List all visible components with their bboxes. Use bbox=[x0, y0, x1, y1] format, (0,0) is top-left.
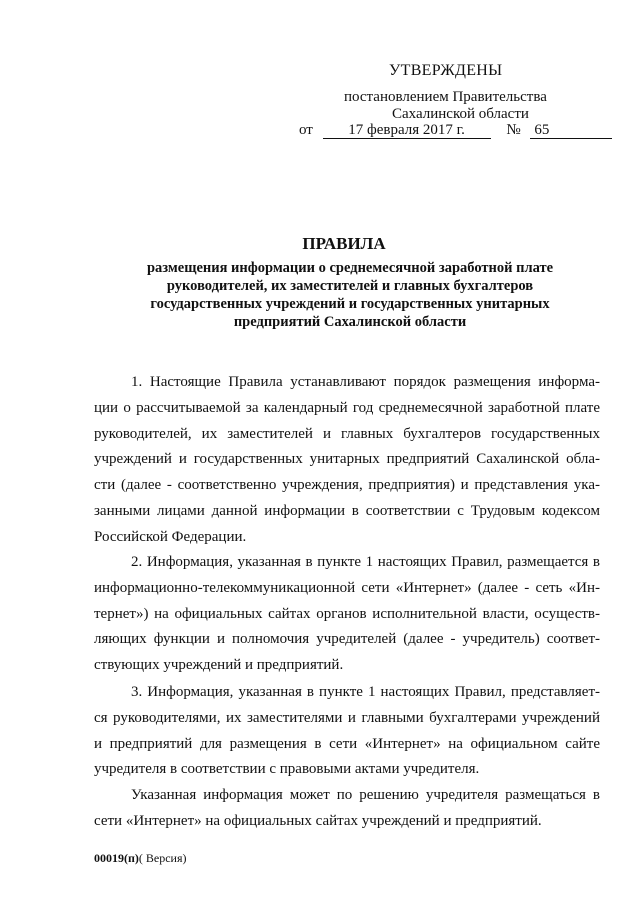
subtitle-line: государственных учреждений и государственных унитарных bbox=[150, 296, 550, 312]
approval-number: 65 bbox=[530, 122, 612, 139]
document-title: ПРАВИЛА bbox=[302, 234, 386, 253]
paragraph-line: занными лицами данной информации в соответствии с Трудовым кодексом bbox=[94, 502, 600, 519]
paragraph-line: 2. Информация, указанная в пункте 1 настоящих Правил, размещается в bbox=[131, 554, 600, 570]
paragraph-line: ции о рассчитываемой за календарный год среднемесячной заработной плате bbox=[94, 399, 600, 416]
paragraph-line: ляющих функции и полномочия учредителей (далее - учредитель) соответ- bbox=[94, 631, 600, 648]
paragraph-line: учредителя в соответствии с правовыми актами учредителя. bbox=[94, 761, 480, 778]
subtitle-line: размещения информации о среднемесячной заработной плате bbox=[146, 260, 554, 276]
approval-title: УТВЕРЖДЕНЫ bbox=[389, 62, 503, 79]
approval-number-sign: № bbox=[506, 122, 521, 138]
paragraph-1 bbox=[94, 370, 600, 551]
approval-date-prefix: от bbox=[299, 122, 313, 138]
paragraph-line: ствующих учреждений и предприятий. bbox=[94, 657, 344, 674]
paragraph-line: тернет») на официальных сайтах органов исполнительной власти, осуществ- bbox=[94, 605, 600, 622]
paragraph-line: информационно-телекоммуникационной сети «Интернет» (далее - сеть «Ин- bbox=[94, 579, 600, 596]
paragraph-line: 3. Информация, указанная в пункте 1 настоящих Правил, представляет- bbox=[131, 684, 600, 700]
paragraph-line: Российской Федерации. bbox=[94, 528, 247, 545]
paragraph-line: сети «Интернет» на официальных сайтах учреждений и предприятий. bbox=[94, 812, 542, 829]
paragraph-3 bbox=[94, 680, 600, 783]
paragraph-line: ся руководителями, их заместителями и главными бухгалтерами учреждений bbox=[94, 709, 600, 726]
paragraph-4 bbox=[94, 783, 600, 835]
document-code: 00019(п) bbox=[94, 851, 139, 865]
paragraph-line: сти (далее - соответственно учреждения, предприятия) и представления ука- bbox=[94, 477, 600, 494]
subtitle-line: предприятий Сахалинской области bbox=[233, 314, 467, 330]
approval-date: 17 февраля 2017 г. bbox=[323, 122, 491, 139]
paragraph-line: и предприятий для размещения в сети «Интернет» на официальном сайте bbox=[94, 735, 600, 752]
document-subtitle bbox=[120, 259, 580, 331]
approval-date-line bbox=[299, 122, 612, 139]
footer-code bbox=[94, 851, 187, 866]
approval-line-1: постановлением Правительства bbox=[344, 89, 547, 105]
paragraph-line: 1. Настоящие Правила устанавливают порядок размещения информа- bbox=[131, 374, 600, 390]
paragraph-line: руководителей, их заместителей и главных бухгалтеров государственных bbox=[94, 425, 600, 442]
paragraph-line: учреждений и государственных унитарных предприятий Сахалинской обла- bbox=[94, 451, 600, 468]
document-version: ( Версия) bbox=[138, 851, 187, 865]
paragraph-line: Указанная информация может по решению учредителя размещаться в bbox=[131, 787, 600, 803]
paragraph-2 bbox=[94, 550, 600, 679]
subtitle-line: руководителей, их заместителей и главных бухгалтеров bbox=[166, 278, 534, 294]
approval-line-2: Сахалинской области bbox=[392, 106, 529, 122]
